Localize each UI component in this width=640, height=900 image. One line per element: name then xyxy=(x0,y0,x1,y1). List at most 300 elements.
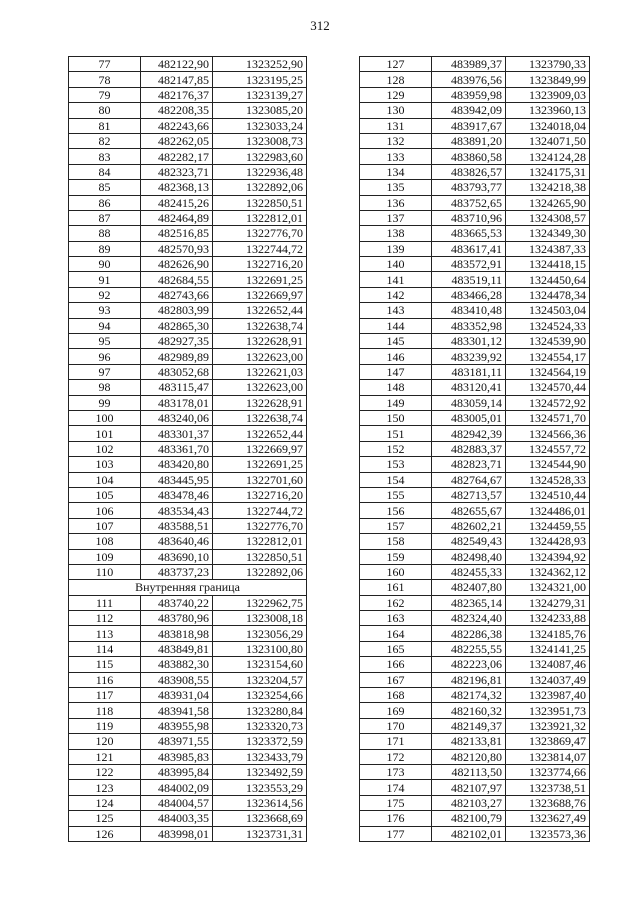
y-coordinate: 1323280,84 xyxy=(213,703,307,718)
y-coordinate: 1323008,73 xyxy=(213,133,307,148)
y-coordinate: 1324124,28 xyxy=(506,149,590,164)
y-coordinate: 1322892,06 xyxy=(213,564,307,579)
y-coordinate: 1324037,49 xyxy=(506,672,590,687)
point-number: 113 xyxy=(69,626,141,641)
y-coordinate: 1324087,46 xyxy=(506,657,590,672)
table-row xyxy=(69,334,307,349)
table-row xyxy=(360,410,590,425)
x-coordinate: 482323,71 xyxy=(141,164,213,179)
point-number: 172 xyxy=(360,749,432,764)
x-coordinate: 483181,11 xyxy=(432,364,506,379)
x-coordinate: 483352,98 xyxy=(432,318,506,333)
y-coordinate: 1322962,75 xyxy=(213,595,307,610)
table-row xyxy=(69,503,307,518)
y-coordinate: 1323668,69 xyxy=(213,811,307,826)
x-coordinate: 482147,85 xyxy=(141,72,213,87)
x-coordinate: 482713,57 xyxy=(432,487,506,502)
point-number: 94 xyxy=(69,318,141,333)
table-row xyxy=(69,749,307,764)
x-coordinate: 482942,39 xyxy=(432,426,506,441)
point-number: 81 xyxy=(69,118,141,133)
point-number: 143 xyxy=(360,303,432,318)
y-coordinate: 1324566,36 xyxy=(506,426,590,441)
table-row xyxy=(360,210,590,225)
x-coordinate: 483410,48 xyxy=(432,303,506,318)
point-number: 110 xyxy=(69,564,141,579)
table-row xyxy=(69,426,307,441)
point-number: 117 xyxy=(69,688,141,703)
table-row xyxy=(69,718,307,733)
x-coordinate: 483860,58 xyxy=(432,149,506,164)
x-coordinate: 483780,96 xyxy=(141,611,213,626)
y-coordinate: 1322652,44 xyxy=(213,426,307,441)
table-row xyxy=(360,780,590,795)
table-row xyxy=(360,641,590,656)
y-coordinate: 1324233,88 xyxy=(506,611,590,626)
x-coordinate: 482103,27 xyxy=(432,795,506,810)
x-coordinate: 483941,58 xyxy=(141,703,213,718)
table-row xyxy=(69,795,307,810)
x-coordinate: 483882,30 xyxy=(141,657,213,672)
y-coordinate: 1324554,17 xyxy=(506,349,590,364)
table-row xyxy=(69,133,307,148)
y-coordinate: 1323139,27 xyxy=(213,87,307,102)
x-coordinate: 482655,67 xyxy=(432,503,506,518)
point-number: 107 xyxy=(69,518,141,533)
point-number: 124 xyxy=(69,795,141,810)
y-coordinate: 1322936,48 xyxy=(213,164,307,179)
y-coordinate: 1324478,34 xyxy=(506,287,590,302)
table-row xyxy=(69,380,307,395)
point-number: 77 xyxy=(69,57,141,72)
x-coordinate: 483971,55 xyxy=(141,734,213,749)
point-number: 151 xyxy=(360,426,432,441)
table-row xyxy=(69,318,307,333)
x-coordinate: 483640,46 xyxy=(141,534,213,549)
point-number: 79 xyxy=(69,87,141,102)
point-number: 155 xyxy=(360,487,432,502)
table-row xyxy=(360,149,590,164)
table-row xyxy=(360,334,590,349)
x-coordinate: 482989,89 xyxy=(141,349,213,364)
point-number: 144 xyxy=(360,318,432,333)
table-row xyxy=(69,626,307,641)
point-number: 134 xyxy=(360,164,432,179)
point-number: 112 xyxy=(69,611,141,626)
x-coordinate: 483240,06 xyxy=(141,410,213,425)
x-coordinate: 483420,80 xyxy=(141,457,213,472)
y-coordinate: 1324387,33 xyxy=(506,241,590,256)
y-coordinate: 1323100,80 xyxy=(213,641,307,656)
table-row xyxy=(69,287,307,302)
point-number: 123 xyxy=(69,780,141,795)
table-row xyxy=(360,472,590,487)
table-row xyxy=(69,118,307,133)
point-number: 83 xyxy=(69,149,141,164)
y-coordinate: 1322716,20 xyxy=(213,257,307,272)
point-number: 91 xyxy=(69,272,141,287)
x-coordinate: 483445,95 xyxy=(141,472,213,487)
y-coordinate: 1322983,60 xyxy=(213,149,307,164)
point-number: 100 xyxy=(69,410,141,425)
y-coordinate: 1323987,40 xyxy=(506,688,590,703)
y-coordinate: 1324528,33 xyxy=(506,472,590,487)
point-number: 158 xyxy=(360,534,432,549)
table-row xyxy=(360,118,590,133)
point-number: 104 xyxy=(69,472,141,487)
y-coordinate: 1323738,51 xyxy=(506,780,590,795)
y-coordinate: 1322628,91 xyxy=(213,334,307,349)
point-number: 90 xyxy=(69,257,141,272)
table-row xyxy=(360,395,590,410)
x-coordinate: 482100,79 xyxy=(432,811,506,826)
point-number: 177 xyxy=(360,826,432,841)
x-coordinate: 482368,13 xyxy=(141,180,213,195)
x-coordinate: 482823,71 xyxy=(432,457,506,472)
x-coordinate: 482262,05 xyxy=(141,133,213,148)
x-coordinate: 482549,43 xyxy=(432,534,506,549)
x-coordinate: 482764,67 xyxy=(432,472,506,487)
x-coordinate: 483959,98 xyxy=(432,87,506,102)
point-number: 150 xyxy=(360,410,432,425)
table-row xyxy=(360,349,590,364)
x-coordinate: 482149,37 xyxy=(432,718,506,733)
point-number: 96 xyxy=(69,349,141,364)
table-row xyxy=(69,349,307,364)
point-number: 122 xyxy=(69,764,141,779)
table-row xyxy=(360,272,590,287)
table-row xyxy=(69,72,307,87)
table-row xyxy=(69,395,307,410)
y-coordinate: 1323033,24 xyxy=(213,118,307,133)
y-coordinate: 1324279,31 xyxy=(506,595,590,610)
y-coordinate: 1323573,36 xyxy=(506,826,590,841)
x-coordinate: 482415,26 xyxy=(141,195,213,210)
point-number: 154 xyxy=(360,472,432,487)
point-number: 82 xyxy=(69,133,141,148)
point-number: 147 xyxy=(360,364,432,379)
table-row xyxy=(360,72,590,87)
x-coordinate: 482243,66 xyxy=(141,118,213,133)
table-row xyxy=(360,749,590,764)
point-number: 141 xyxy=(360,272,432,287)
table-row xyxy=(360,811,590,826)
point-number: 121 xyxy=(69,749,141,764)
x-coordinate: 482516,85 xyxy=(141,226,213,241)
y-coordinate: 1324218,38 xyxy=(506,180,590,195)
y-coordinate: 1322701,60 xyxy=(213,472,307,487)
table-row xyxy=(69,688,307,703)
table-row xyxy=(360,487,590,502)
point-number: 130 xyxy=(360,103,432,118)
y-coordinate: 1324571,70 xyxy=(506,410,590,425)
table-row xyxy=(360,241,590,256)
x-coordinate: 483361,70 xyxy=(141,441,213,456)
table-row xyxy=(69,87,307,102)
point-number: 168 xyxy=(360,688,432,703)
x-coordinate: 483891,20 xyxy=(432,133,506,148)
table-row xyxy=(69,164,307,179)
y-coordinate: 1322850,51 xyxy=(213,195,307,210)
point-number: 152 xyxy=(360,441,432,456)
point-number: 78 xyxy=(69,72,141,87)
point-number: 92 xyxy=(69,287,141,302)
point-number: 89 xyxy=(69,241,141,256)
y-coordinate: 1322812,01 xyxy=(213,534,307,549)
table-row xyxy=(69,303,307,318)
point-number: 108 xyxy=(69,534,141,549)
point-number: 85 xyxy=(69,180,141,195)
y-coordinate: 1323320,73 xyxy=(213,718,307,733)
y-coordinate: 1324185,76 xyxy=(506,626,590,641)
y-coordinate: 1323195,25 xyxy=(213,72,307,87)
x-coordinate: 483985,83 xyxy=(141,749,213,764)
point-number: 133 xyxy=(360,149,432,164)
table-row xyxy=(69,811,307,826)
point-number: 106 xyxy=(69,503,141,518)
y-coordinate: 1324510,44 xyxy=(506,487,590,502)
table-row xyxy=(360,518,590,533)
x-coordinate: 483301,37 xyxy=(141,426,213,441)
x-coordinate: 483849,81 xyxy=(141,641,213,656)
point-number: 98 xyxy=(69,380,141,395)
table-row xyxy=(69,564,307,579)
x-coordinate: 483976,56 xyxy=(432,72,506,87)
y-coordinate: 1324308,57 xyxy=(506,210,590,225)
x-coordinate: 482927,35 xyxy=(141,334,213,349)
x-coordinate: 483998,01 xyxy=(141,826,213,841)
table-row xyxy=(360,133,590,148)
y-coordinate: 1324539,90 xyxy=(506,334,590,349)
x-coordinate: 483740,22 xyxy=(141,595,213,610)
y-coordinate: 1323492,59 xyxy=(213,764,307,779)
y-coordinate: 1323614,56 xyxy=(213,795,307,810)
y-coordinate: 1323869,47 xyxy=(506,734,590,749)
point-number: 148 xyxy=(360,380,432,395)
table-row xyxy=(360,826,590,841)
x-coordinate: 483908,55 xyxy=(141,672,213,687)
table-row xyxy=(360,318,590,333)
x-coordinate: 483588,51 xyxy=(141,518,213,533)
y-coordinate: 1324394,92 xyxy=(506,549,590,564)
y-coordinate: 1322776,70 xyxy=(213,226,307,241)
table-row xyxy=(360,364,590,379)
table-row xyxy=(69,257,307,272)
x-coordinate: 483519,11 xyxy=(432,272,506,287)
x-coordinate: 482464,89 xyxy=(141,210,213,225)
point-number: 138 xyxy=(360,226,432,241)
table-row xyxy=(69,657,307,672)
y-coordinate: 1323909,03 xyxy=(506,87,590,102)
point-number: 105 xyxy=(69,487,141,502)
table-row xyxy=(69,549,307,564)
table-row xyxy=(360,180,590,195)
y-coordinate: 1322621,03 xyxy=(213,364,307,379)
point-number: 116 xyxy=(69,672,141,687)
x-coordinate: 482407,80 xyxy=(432,580,506,595)
x-coordinate: 483989,37 xyxy=(432,57,506,72)
x-coordinate: 482282,17 xyxy=(141,149,213,164)
x-coordinate: 483818,98 xyxy=(141,626,213,641)
y-coordinate: 1324524,33 xyxy=(506,318,590,333)
table-row xyxy=(69,226,307,241)
table-row xyxy=(360,672,590,687)
y-coordinate: 1322652,44 xyxy=(213,303,307,318)
y-coordinate: 1324450,64 xyxy=(506,272,590,287)
y-coordinate: 1323951,73 xyxy=(506,703,590,718)
x-coordinate: 483115,47 xyxy=(141,380,213,395)
x-coordinate: 483617,41 xyxy=(432,241,506,256)
table-row xyxy=(69,780,307,795)
point-number: 95 xyxy=(69,334,141,349)
x-coordinate: 483710,96 xyxy=(432,210,506,225)
point-number: 102 xyxy=(69,441,141,456)
point-number: 84 xyxy=(69,164,141,179)
y-coordinate: 1324564,19 xyxy=(506,364,590,379)
y-coordinate: 1324018,04 xyxy=(506,118,590,133)
y-coordinate: 1323774,66 xyxy=(506,764,590,779)
x-coordinate: 482176,37 xyxy=(141,87,213,102)
page-number: 312 xyxy=(310,18,330,33)
table-row xyxy=(69,764,307,779)
x-coordinate: 482223,06 xyxy=(432,657,506,672)
y-coordinate: 1323688,76 xyxy=(506,795,590,810)
x-coordinate: 482286,38 xyxy=(432,626,506,641)
table-row xyxy=(360,657,590,672)
x-coordinate: 483665,53 xyxy=(432,226,506,241)
point-number: 142 xyxy=(360,287,432,302)
y-coordinate: 1322850,51 xyxy=(213,549,307,564)
x-coordinate: 483534,43 xyxy=(141,503,213,518)
y-coordinate: 1322669,97 xyxy=(213,287,307,302)
point-number: 137 xyxy=(360,210,432,225)
y-coordinate: 1323553,29 xyxy=(213,780,307,795)
point-number: 157 xyxy=(360,518,432,533)
y-coordinate: 1324544,90 xyxy=(506,457,590,472)
x-coordinate: 483737,23 xyxy=(141,564,213,579)
x-coordinate: 482122,90 xyxy=(141,57,213,72)
x-coordinate: 482626,90 xyxy=(141,257,213,272)
point-number: 99 xyxy=(69,395,141,410)
x-coordinate: 482455,33 xyxy=(432,564,506,579)
y-coordinate: 1323252,90 xyxy=(213,57,307,72)
x-coordinate: 483690,10 xyxy=(141,549,213,564)
y-coordinate: 1323254,66 xyxy=(213,688,307,703)
x-coordinate: 483052,68 xyxy=(141,364,213,379)
table-row xyxy=(69,195,307,210)
point-number: 140 xyxy=(360,257,432,272)
table-row xyxy=(69,149,307,164)
table-row xyxy=(69,734,307,749)
x-coordinate: 482365,14 xyxy=(432,595,506,610)
point-number: 171 xyxy=(360,734,432,749)
x-coordinate: 483466,28 xyxy=(432,287,506,302)
x-coordinate: 483955,98 xyxy=(141,718,213,733)
point-number: 173 xyxy=(360,764,432,779)
y-coordinate: 1323960,13 xyxy=(506,103,590,118)
x-coordinate: 484004,57 xyxy=(141,795,213,810)
x-coordinate: 482133,81 xyxy=(432,734,506,749)
table-row xyxy=(69,180,307,195)
point-number: 145 xyxy=(360,334,432,349)
table-row xyxy=(360,795,590,810)
point-number: 111 xyxy=(69,595,141,610)
coordinates-table-left xyxy=(68,56,307,842)
y-coordinate: 1322716,20 xyxy=(213,487,307,502)
table-row xyxy=(69,210,307,225)
table-row xyxy=(69,364,307,379)
point-number: 135 xyxy=(360,180,432,195)
point-number: 160 xyxy=(360,564,432,579)
x-coordinate: 482684,55 xyxy=(141,272,213,287)
point-number: 97 xyxy=(69,364,141,379)
point-number: 176 xyxy=(360,811,432,826)
x-coordinate: 482255,55 xyxy=(432,641,506,656)
x-coordinate: 483120,41 xyxy=(432,380,506,395)
table-row xyxy=(360,534,590,549)
x-coordinate: 483917,67 xyxy=(432,118,506,133)
point-number: 80 xyxy=(69,103,141,118)
point-number: 127 xyxy=(360,57,432,72)
x-coordinate: 483301,12 xyxy=(432,334,506,349)
table-row xyxy=(360,688,590,703)
table-row xyxy=(69,826,307,841)
y-coordinate: 1324418,15 xyxy=(506,257,590,272)
table-row xyxy=(360,503,590,518)
x-coordinate: 482120,80 xyxy=(432,749,506,764)
y-coordinate: 1322776,70 xyxy=(213,518,307,533)
y-coordinate: 1323154,60 xyxy=(213,657,307,672)
table-row xyxy=(360,549,590,564)
table-row xyxy=(360,87,590,102)
table-row xyxy=(69,241,307,256)
x-coordinate: 484002,09 xyxy=(141,780,213,795)
point-number: 136 xyxy=(360,195,432,210)
table-row xyxy=(69,441,307,456)
x-coordinate: 482602,21 xyxy=(432,518,506,533)
point-number: 162 xyxy=(360,595,432,610)
y-coordinate: 1323433,79 xyxy=(213,749,307,764)
table-row xyxy=(69,410,307,425)
point-number: 153 xyxy=(360,457,432,472)
table-row xyxy=(360,595,590,610)
table-row xyxy=(360,718,590,733)
x-coordinate: 483826,57 xyxy=(432,164,506,179)
y-coordinate: 1323790,33 xyxy=(506,57,590,72)
table-row xyxy=(360,195,590,210)
x-coordinate: 483995,84 xyxy=(141,764,213,779)
table-row xyxy=(360,703,590,718)
y-coordinate: 1323056,29 xyxy=(213,626,307,641)
point-number: 131 xyxy=(360,118,432,133)
y-coordinate: 1324141,25 xyxy=(506,641,590,656)
y-coordinate: 1324570,44 xyxy=(506,380,590,395)
y-coordinate: 1323204,57 xyxy=(213,672,307,687)
table-row xyxy=(360,426,590,441)
y-coordinate: 1324175,31 xyxy=(506,164,590,179)
y-coordinate: 1322744,72 xyxy=(213,503,307,518)
section-row xyxy=(69,580,307,595)
y-coordinate: 1323849,99 xyxy=(506,72,590,87)
x-coordinate: 484003,35 xyxy=(141,811,213,826)
table-row xyxy=(69,272,307,287)
table-row xyxy=(69,103,307,118)
x-coordinate: 483239,92 xyxy=(432,349,506,364)
table-row xyxy=(69,487,307,502)
point-number: 169 xyxy=(360,703,432,718)
table-row xyxy=(360,287,590,302)
y-coordinate: 1324321,00 xyxy=(506,580,590,595)
